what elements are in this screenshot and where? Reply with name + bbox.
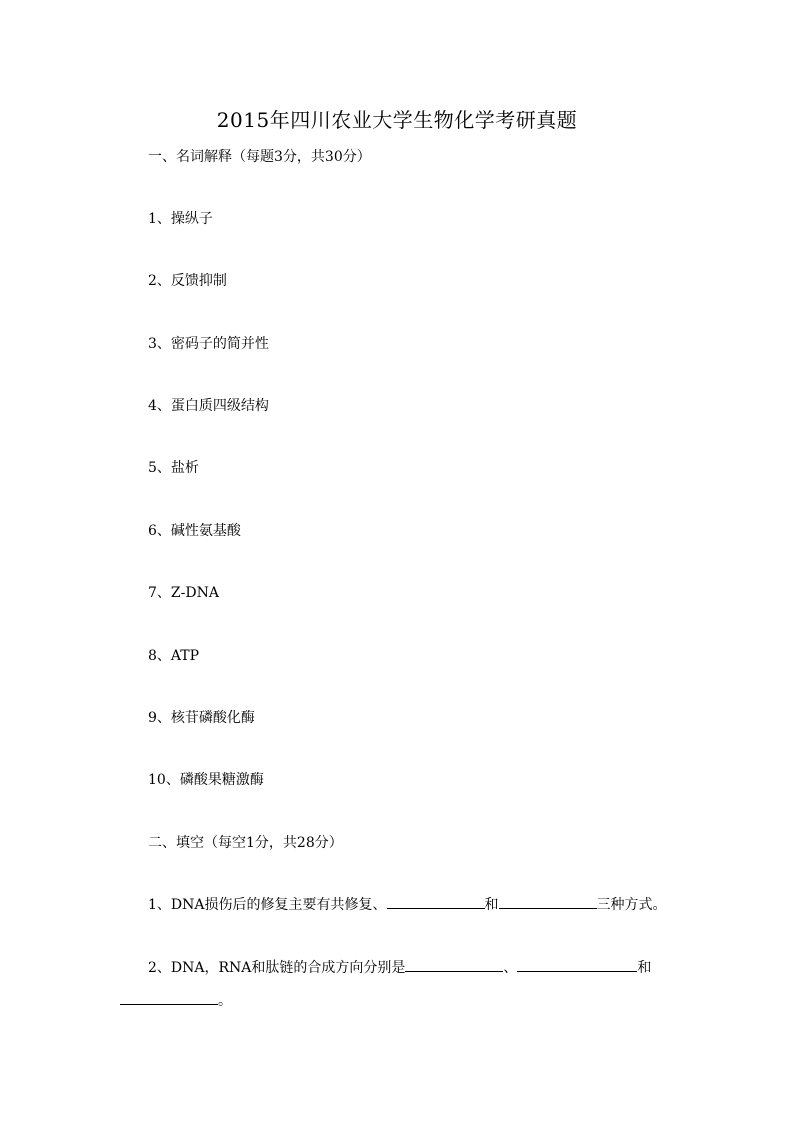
- q2-suffix: 。: [218, 993, 232, 1009]
- section1-heading: 一、名词解释（每题3分，共30分）: [148, 149, 371, 165]
- q1-mid: 和: [484, 897, 499, 913]
- term-item-3: 3、密码子的简并性: [148, 336, 269, 352]
- term-item-7: 7、Z-DNA: [148, 585, 219, 601]
- q1-suffix: 三种方式。: [596, 897, 667, 913]
- answer-blank[interactable]: [120, 990, 218, 1005]
- term-item-6: 6、碱性氨基酸: [148, 523, 241, 539]
- page-title: 2015年四川农业大学生物化学考研真题: [216, 108, 578, 132]
- q2-sep: 、: [503, 960, 518, 976]
- term-item-1: 1、操纵子: [148, 211, 213, 227]
- term-item-4: 4、蛋白质四级结构: [148, 398, 269, 414]
- section2-heading: 二、填空（每空1分，共28分）: [148, 835, 343, 851]
- answer-blank[interactable]: [499, 894, 597, 909]
- term-item-9: 9、核苷磷酸化酶: [148, 710, 255, 726]
- answer-blank[interactable]: [405, 957, 503, 972]
- q2-prefix: 2、DNA，RNA和肽链的合成方向分别是: [148, 960, 406, 976]
- q2-mid: 和: [637, 960, 652, 976]
- term-item-8: 8、ATP: [148, 648, 200, 664]
- fill-question-2-continued: [120, 990, 232, 1010]
- term-item-10: 10、磷酸果糖激酶: [148, 772, 264, 788]
- answer-blank[interactable]: [387, 894, 485, 909]
- term-item-2: 2、反馈抑制: [148, 273, 227, 289]
- fill-question-2: [148, 957, 651, 977]
- fill-question-1: [148, 894, 667, 914]
- term-item-5: 5、盐析: [148, 460, 199, 476]
- q1-prefix: 1、DNA损伤后的修复主要有共修复、: [148, 897, 387, 913]
- answer-blank[interactable]: [517, 957, 637, 972]
